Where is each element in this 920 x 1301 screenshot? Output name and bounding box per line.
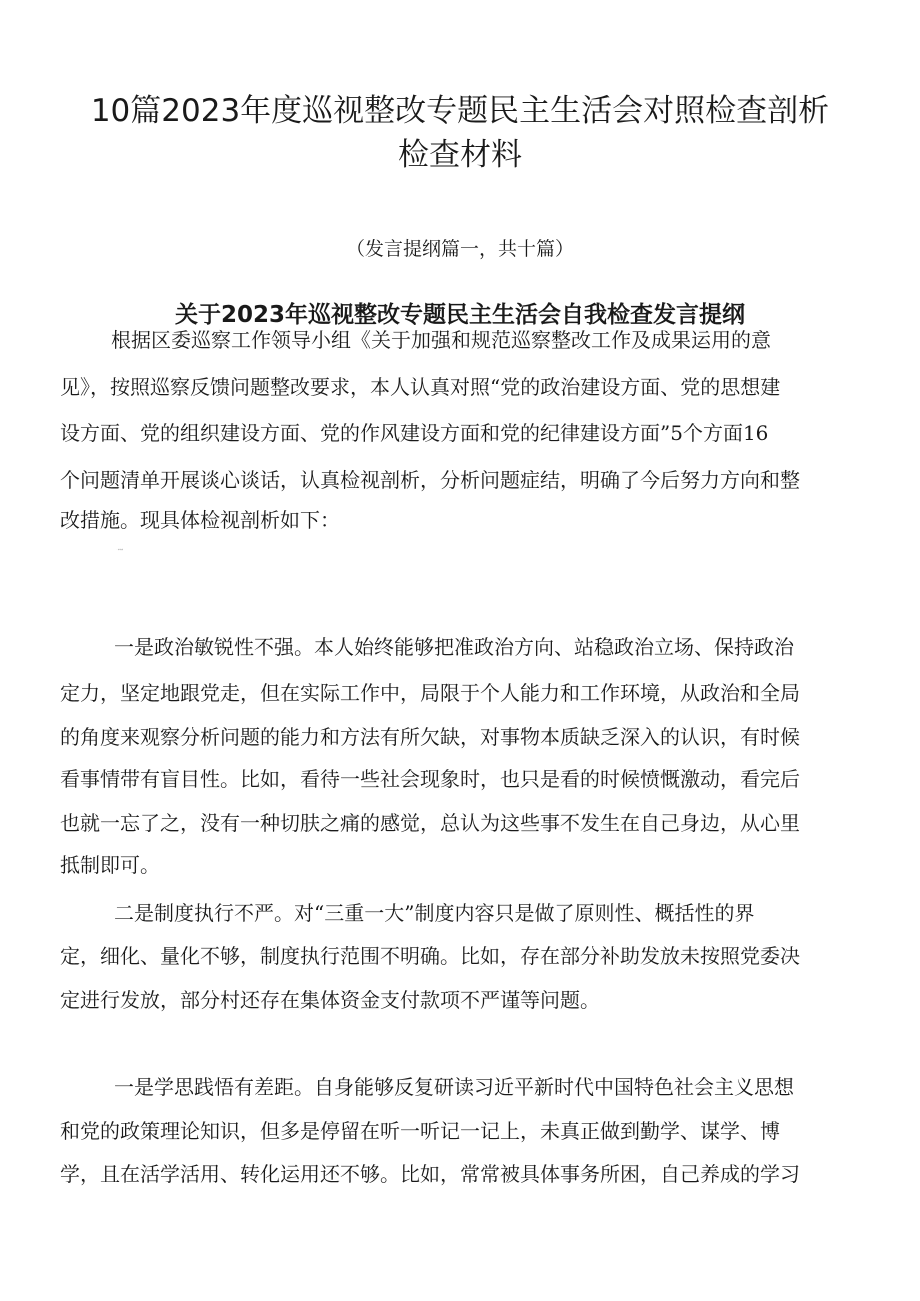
paragraph-line: 学，且在活学活用、转化运用还不够。比如，常常被具体事务所困，自己养成的学习 <box>60 1162 800 1186</box>
paragraph-line: 定进行发放，部分村还存在集体资金支付款项不严谨等问题。 <box>60 988 600 1012</box>
paragraph-line: 一是政治敏锐性不强。本人始终能够把准政治方向、站稳政治立场、保持政治 <box>114 635 794 659</box>
document-subtitle: （发言提纲篇一，共十篇） <box>345 238 574 260</box>
document-title-line-1: 10篇2023年度巡视整改专题民主生活会对照检查剖析 <box>90 93 830 129</box>
heading-existing-problems: 一、存在的问题 <box>116 550 123 551</box>
paragraph-line: 抵制即可。 <box>60 853 160 877</box>
paragraph-line: 二是制度执行不严。对“三重一大”制度内容只是做了原则性、概括性的界 <box>114 901 755 925</box>
document-title-line-2: 检查材料 <box>398 137 522 173</box>
paragraph-line: 根据区委巡察工作领导小组《关于加强和规范巡察整改工作及成果运用的意 <box>111 328 771 352</box>
paragraph-line: 见》，按照巡察反馈问题整改要求，本人认真对照“党的政治建设方面、党的思想建 <box>60 375 781 399</box>
paragraph-line: 设方面、党的组织建设方面、党的作风建设方面和党的纪律建设方面”5个方面16 <box>60 421 769 445</box>
paragraph-line: 的角度来观察分析问题的能力和方法有所欠缺，对事物本质缺乏深入的认识，有时候 <box>60 725 800 749</box>
paragraph-line: 也就一忘了之，没有一种切肤之痛的感觉，总认为这些事不发生在自己身边，从心里 <box>60 811 800 835</box>
paragraph-line: 定，细化、量化不够，制度执行范围不明确。比如，存在部分补助发放未按照党委决 <box>60 944 800 968</box>
paragraph-line: 一是学思践悟有差距。自身能够反复研读习近平新时代中国特色社会主义思想 <box>114 1075 794 1099</box>
paragraph-line: 看事情带有盲目性。比如，看待一些社会现象时，也只是看的时候愤慨激动，看完后 <box>60 767 800 791</box>
paragraph-line: 改措施。现具体检视剖析如下： <box>60 508 340 532</box>
paragraph-line: 个问题清单开展谈心谈话，认真检视剖析，分析问题症结，明确了今后努力方向和整 <box>60 468 800 492</box>
paragraph-line: 定力，坚定地跟党走，但在实际工作中，局限于个人能力和工作环境，从政治和全局 <box>60 681 800 705</box>
section-heading: 关于2023年巡视整改专题民主生活会自我检查发言提纲 <box>174 302 745 329</box>
paragraph-line: 和党的政策理论知识，但多是停留在听一听记一记上，未真正做到勤学、谋学、博 <box>60 1119 780 1143</box>
